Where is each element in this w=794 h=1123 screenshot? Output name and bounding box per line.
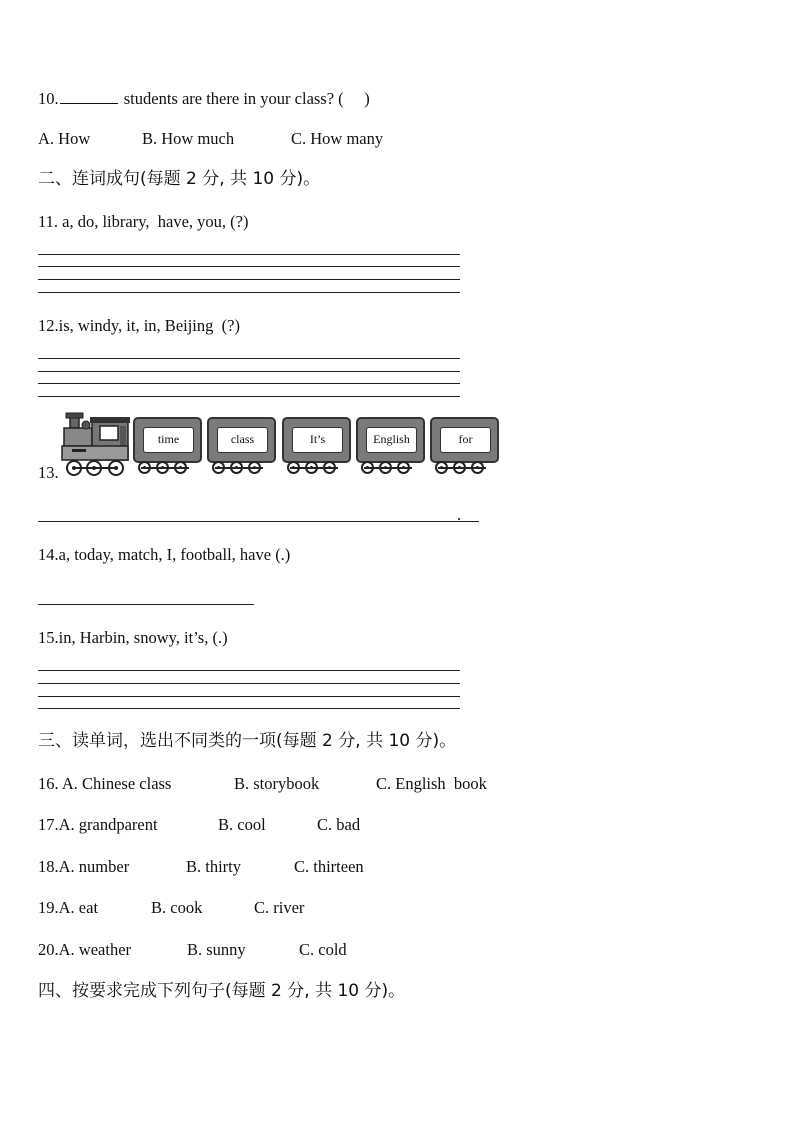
writing-line[interactable] [38, 683, 460, 684]
writing-line[interactable] [38, 358, 460, 359]
axle [141, 467, 189, 469]
train-car [356, 417, 425, 463]
q18-option-c[interactable]: C. thirteen [294, 857, 364, 876]
axle [364, 467, 412, 469]
word-card[interactable]: It’s [292, 427, 343, 453]
answer-blank[interactable] [60, 89, 118, 104]
question-10: 10. students are there in your class? ( ) [38, 89, 370, 108]
train-car [133, 417, 202, 463]
answer-line-13[interactable] [38, 521, 479, 522]
q16-option-c[interactable]: C. English book [376, 774, 487, 793]
question-11: 11. a, do, library, have, you, (?) [38, 212, 249, 231]
q20-option-b[interactable]: B. sunny [187, 940, 246, 959]
axle [290, 467, 338, 469]
end-period: . [457, 505, 462, 524]
q20-option-a[interactable]: 20.A. weather [38, 940, 132, 959]
word-card[interactable]: time [143, 427, 194, 453]
q18-option-b[interactable]: B. thirty [186, 857, 242, 876]
writing-line[interactable] [38, 254, 460, 255]
writing-line[interactable] [38, 292, 460, 293]
writing-line[interactable] [38, 266, 460, 267]
q16-option-b[interactable]: B. storybook [234, 774, 320, 793]
q10-option-b[interactable]: B. How much [142, 129, 235, 148]
writing-line[interactable] [38, 708, 460, 709]
writing-line[interactable] [38, 396, 460, 397]
section-2-heading: 二、连词成句(每题 2 分, 共 10 分)。 [38, 169, 321, 189]
train-car [207, 417, 276, 463]
question-15: 15.in, Harbin, snowy, it’s, (.) [38, 628, 228, 647]
writing-line[interactable] [38, 279, 460, 280]
section-4-heading: 四、按要求完成下列句子(每题 2 分, 共 10 分)。 [38, 981, 406, 1001]
q20-option-c[interactable]: C. cold [299, 940, 347, 959]
q19-option-b[interactable]: B. cook [151, 898, 203, 917]
question-12: 12.is, windy, it, in, Beijing (?) [38, 316, 240, 335]
question-13-number: 13. [38, 463, 59, 482]
word-card[interactable]: English [366, 427, 417, 453]
train-car [282, 417, 351, 463]
q16-option-a[interactable]: 16. A. Chinese class [38, 774, 172, 793]
writing-line[interactable] [38, 371, 460, 372]
q10-option-c[interactable]: C. How many [291, 129, 384, 148]
q19-option-a[interactable]: 19.A. eat [38, 898, 99, 917]
writing-line[interactable] [38, 383, 460, 384]
axle [438, 467, 486, 469]
q17-option-b[interactable]: B. cool [218, 815, 266, 834]
word-card[interactable]: for [440, 427, 491, 453]
writing-line[interactable] [38, 696, 460, 697]
q17-option-c[interactable]: C. bad [317, 815, 361, 834]
word-card[interactable]: class [217, 427, 268, 453]
q17-option-a[interactable]: 17.A. grandparent [38, 815, 158, 834]
question-14: 14.a, today, match, I, football, have (.) [38, 545, 291, 564]
locomotive-icon [58, 412, 134, 478]
axle [215, 467, 263, 469]
q10-option-a[interactable]: A. How [38, 129, 91, 148]
q19-option-c[interactable]: C. river [254, 898, 305, 917]
writing-line[interactable] [38, 670, 460, 671]
q18-option-a[interactable]: 18.A. number [38, 857, 130, 876]
answer-line-14[interactable] [38, 604, 254, 605]
train-car [430, 417, 499, 463]
section-3-heading: 三、读单词，选出不同类的一项(每题 2 分, 共 10 分)。 [38, 731, 457, 751]
